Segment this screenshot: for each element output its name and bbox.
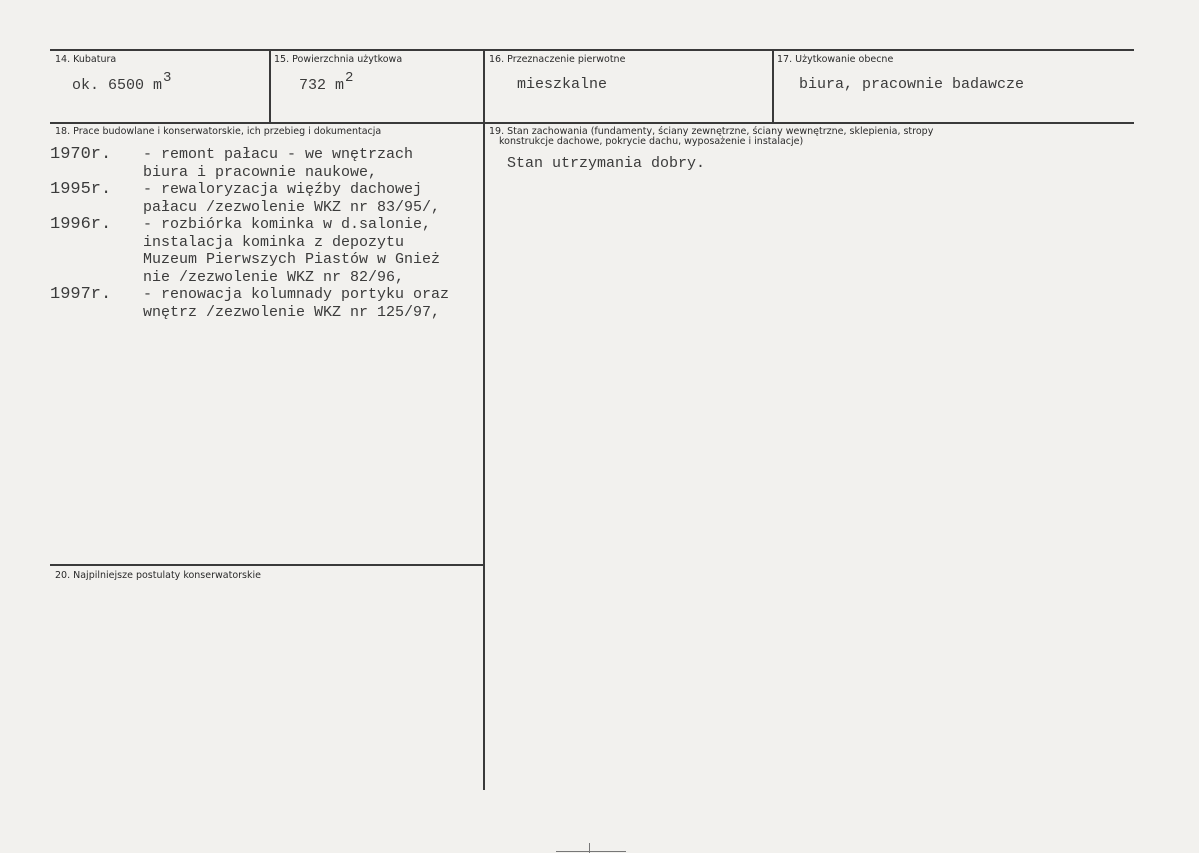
work-entry [50, 216, 482, 286]
field-14-label: 14. Kubatura [55, 54, 117, 65]
field-15-label: 15. Powierzchnia użytkowa [274, 54, 403, 65]
divider-16-17 [772, 49, 774, 123]
field-15-unit-exponent: 2 [345, 70, 354, 86]
field-17-value: biura, pracownie badawcze [799, 76, 1025, 93]
work-entry-year: 1996r. [50, 215, 112, 234]
field-14-value [72, 70, 172, 94]
field-15-value [299, 70, 354, 94]
divider-15-16 [483, 49, 485, 123]
work-entry-year: 1970r. [50, 145, 112, 164]
work-entry-line: - rewaloryzacja więźby dachowej [143, 181, 423, 198]
work-entry [50, 146, 482, 181]
work-entry [50, 181, 482, 216]
work-entry-year: 1995r. [50, 180, 112, 199]
work-entry-line: instalacja kominka z depozytu [143, 233, 405, 251]
bottom-edge-mark [556, 851, 626, 852]
section-18-20-rule [50, 564, 484, 566]
field-19-label-line2: konstrukcje dachowe, pokrycie dachu, wyposażenie i instalacje) [499, 136, 804, 147]
field-16-value: mieszkalne [517, 76, 608, 93]
work-entry-line: pałacu /zezwolenie WKZ nr 83/95/, [143, 198, 441, 216]
field-18-entries [50, 146, 482, 321]
field-19-value: Stan utrzymania dobry. [507, 155, 706, 172]
field-18-label: 18. Prace budowlane i konserwatorskie, ich przebieg i dokumentacja [55, 126, 382, 137]
work-entry-line: - remont pałacu - we wnętrzach [143, 146, 414, 163]
bottom-center-tick [589, 843, 590, 853]
work-entry [50, 286, 482, 321]
main-column-divider [483, 122, 485, 790]
field-17-label: 17. Użytkowanie obecne [777, 54, 894, 65]
header-bottom-rule [50, 122, 1134, 124]
work-entry-line: - renowacja kolumnady portyku oraz [143, 286, 450, 303]
header-top-rule [50, 49, 1134, 51]
work-entry-line: wnętrz /zezwolenie WKZ nr 125/97, [143, 303, 441, 321]
work-entry-year: 1997r. [50, 285, 112, 304]
work-entry-line: Muzeum Pierwszych Piastów w Gnież [143, 251, 441, 268]
field-20-label: 20. Najpilniejsze postulaty konserwatorskie [55, 570, 261, 581]
field-16-label: 16. Przeznaczenie pierwotne [489, 54, 626, 65]
work-entry-line: biura i pracownie naukowe, [143, 163, 378, 181]
field-14-value-text: ok. 6500 m [72, 77, 163, 94]
divider-14-15 [269, 49, 271, 123]
work-entry-line: - rozbiórka kominka w d.salonie, [143, 216, 432, 233]
work-entry-line: nie /zezwolenie WKZ nr 82/96, [143, 268, 405, 286]
field-14-unit-exponent: 3 [163, 70, 172, 86]
field-19-label-line1: 19. Stan zachowania (fundamenty, ściany zewnętrzne, ściany wewnętrzne, sklepienia, stropy [489, 126, 934, 137]
field-15-value-text: 732 m [299, 77, 345, 94]
